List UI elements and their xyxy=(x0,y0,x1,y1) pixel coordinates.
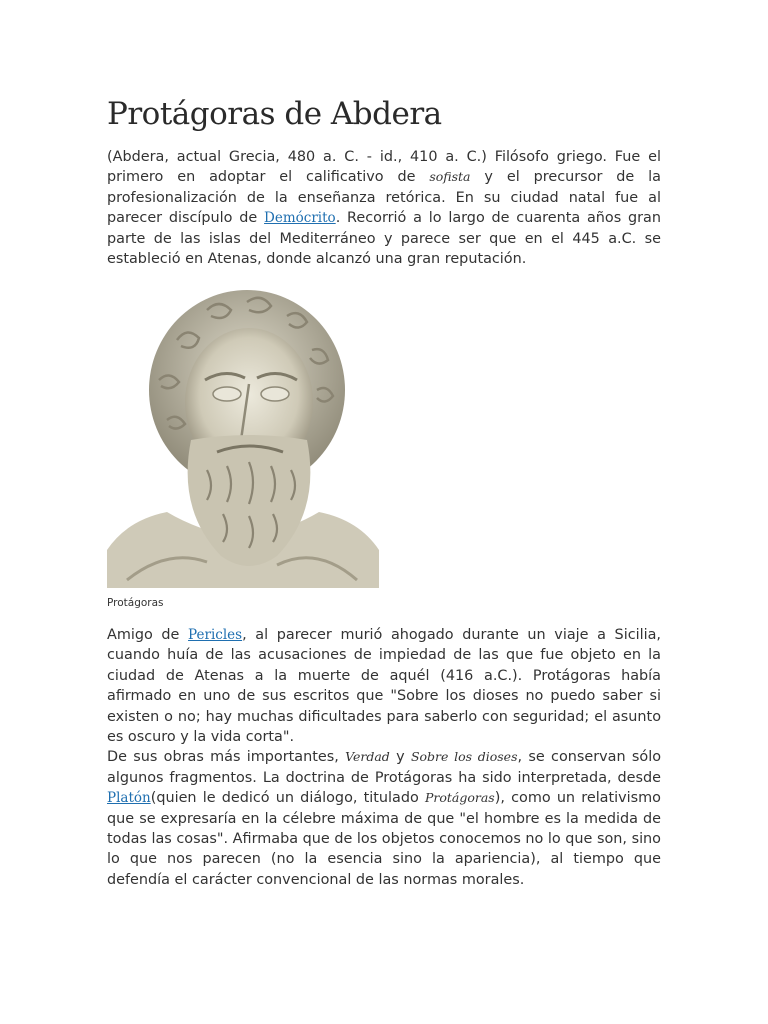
body2-text-3: , se conservan sólo algunos fragmentos. La doctrina de Protágoras ha sido interpretada, desde xyxy=(107,749,661,786)
link-democrito[interactable]: Demócrito xyxy=(264,210,336,227)
work-sobre-los-dioses: Sobre los dioses xyxy=(410,749,518,765)
body2-text-4: (quien le dedicó un diálogo, titulado xyxy=(150,790,425,807)
body1-text-1: Amigo de xyxy=(107,627,189,643)
work-protagoras: Protágoras xyxy=(424,790,495,806)
body1-text-2: , al parecer murió ahogado durante un viaje a Sicilia, cuando huía de las acusaciones de impiedad de las que fue objeto en la ciudad de Atenas a la muerte de aquél (416 a.C.). Protágoras había afirmado en uno de sus escritos que "Sobre los dioses no puedo saber si existen o no; hay muchas dificultades para saberlo con seguridad; el asunto es oscuro y la vida corta". xyxy=(107,627,661,746)
body-section xyxy=(107,625,661,890)
body2-text-1: De sus obras más importantes, xyxy=(107,749,346,766)
link-platon[interactable]: Platón xyxy=(107,790,151,807)
work-verdad: Verdad xyxy=(345,749,390,765)
body-paragraph-1 xyxy=(107,625,661,747)
term-sofista: sofista xyxy=(429,169,471,185)
link-pericles[interactable]: Pericles xyxy=(188,627,243,643)
figure-caption: Protágoras xyxy=(107,597,164,609)
page-title: Protágoras de Abdera xyxy=(107,96,442,132)
body2-text-5: ), como un relativismo que se expresaría en la célebre máxima de que "el hombre es la medida de todas las cosas". Afirmaba que de los objetos conocemos no lo que son, sino lo que nos parecen (no la esencia sino la apariencia), al tiempo que defendía el carácter convencional de las normas morales. xyxy=(107,790,661,888)
body-paragraph-2 xyxy=(107,747,661,890)
bust-image xyxy=(107,280,379,588)
intro-text-3: . Recorrió a lo largo de cuarenta años gran parte de las islas del Mediterráneo y parece ser que en el 445 a.C. se estableció en Atenas, donde alcanzó una gran reputación. xyxy=(107,210,662,268)
intro-text-2: y el precursor de la profesionalización de la enseñanza retórica. En su ciudad natal fue al parecer discípulo de xyxy=(107,169,661,227)
body2-text-2: y xyxy=(389,749,411,766)
intro-text-1: (Abdera, actual Grecia, 480 a. C. - id., 410 a. C.) Filósofo griego. Fue el primero en adoptar el calificativo de xyxy=(107,149,661,186)
intro-paragraph xyxy=(107,147,661,269)
